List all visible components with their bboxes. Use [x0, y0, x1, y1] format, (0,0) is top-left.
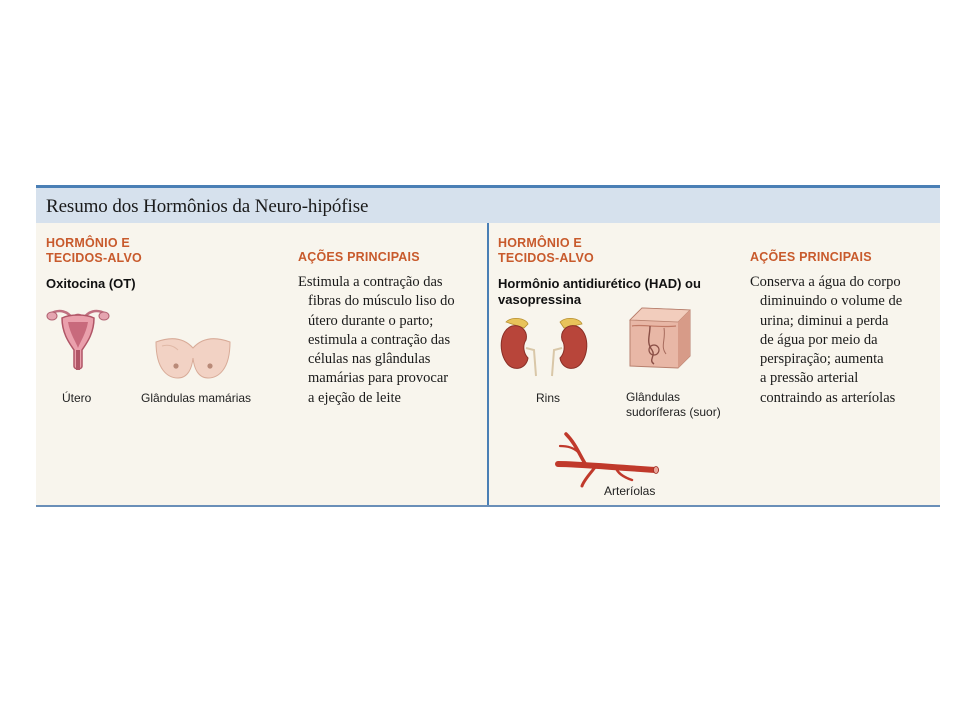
adh-action-line: urina; diminui a perda	[760, 312, 889, 329]
oxytocin-action-line: útero durante o parto;	[308, 312, 434, 329]
mammary-glands-icon	[154, 334, 232, 380]
rins-caption: Rins	[536, 391, 561, 405]
oxytocin-action-line: estimula a contração das	[308, 331, 451, 348]
arteriolas-caption: Arteríolas	[604, 484, 656, 498]
oxytocin-action-line: mamárias para provocar	[308, 370, 449, 387]
uterus-icon	[46, 304, 110, 376]
oxytocin-action-line: fibras do músculo liso do	[308, 293, 455, 310]
oxytocin-action-line: a ejeção de leite	[308, 389, 401, 406]
left-actions-header: AÇÕES PRINCIPAIS	[298, 250, 420, 264]
mamarias-caption: Glândulas mamárias	[141, 391, 252, 405]
left-hormone-header-line2: TECIDOS-ALVO	[46, 251, 142, 265]
oxytocin-name: Oxitocina (OT)	[46, 276, 136, 291]
adh-actions	[750, 273, 902, 408]
oxytocin-action-line: Estimula a contração das	[298, 274, 443, 290]
adh-action-line: a pressão arterial	[760, 370, 859, 387]
right-actions-header: AÇÕES PRINCIPAIS	[750, 250, 872, 264]
right-hormone-header-line1: HORMÔNIO E	[498, 236, 582, 250]
utero-caption: Útero	[62, 391, 92, 405]
oxytocin-actions	[298, 273, 455, 408]
adh-action-line: diminuindo o volume de	[760, 293, 903, 310]
left-hormone-header-line1: HORMÔNIO E	[46, 236, 130, 250]
kidneys-icon	[498, 316, 590, 378]
sweat-glands-caption-line2: sudoríferas (suor)	[626, 405, 721, 419]
hormone-summary-table	[36, 185, 940, 507]
adh-action-line: Conserva a água do corpo	[750, 274, 901, 290]
table-title-bar	[36, 188, 940, 223]
left-hormone-header	[46, 236, 142, 266]
sweat-glands-caption	[626, 390, 721, 420]
adh-name-line2: vasopressina	[498, 292, 582, 307]
adh-action-line: perspiração; aumenta	[760, 351, 884, 368]
adh-action-line: contraindo as arteríolas	[760, 389, 896, 406]
arterioles-icon	[556, 430, 660, 488]
right-hormone-header	[498, 236, 594, 266]
column-divider	[487, 223, 489, 505]
sweat-glands-caption-line1: Glândulas	[626, 390, 681, 404]
right-hormone-header-line2: TECIDOS-ALVO	[498, 251, 594, 265]
table-title: Resumo dos Hormônios da Neuro-hipófise	[46, 196, 369, 217]
adh-name	[498, 276, 701, 308]
adh-action-line: de água por meio da	[760, 331, 878, 348]
oxytocin-action-line: células nas glândulas	[308, 351, 431, 368]
adh-name-line1: Hormônio antidiurético (HAD) ou	[498, 276, 701, 291]
sweat-glands-icon	[628, 306, 692, 370]
